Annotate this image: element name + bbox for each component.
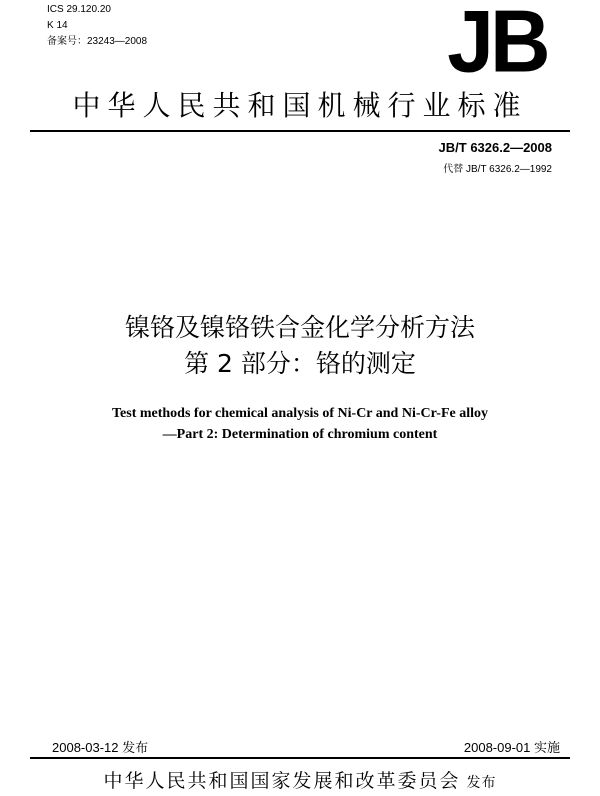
standard-code: JB/T 6326.2—2008 — [438, 140, 552, 155]
title-english-line-1: Test methods for chemical analysis of Ni-Cr and Ni-Cr-Fe alloy — [111, 406, 489, 421]
top-divider — [30, 130, 570, 132]
title-chinese-line-1: 镍铬及镍铬铁合金化学分析方法 — [124, 313, 475, 342]
replaces-standard: 代替 JB/T 6326.2—1992 — [443, 164, 552, 175]
classification-code: K 14 — [47, 20, 68, 31]
implementation-date: 2008-09-01 实施 — [463, 740, 560, 755]
jb-logo: JB — [447, 0, 547, 91]
issue-date: 2008-03-12 发布 — [52, 740, 149, 755]
record-number: 备案号：23243—2008 — [47, 36, 148, 47]
publisher-name: 中华人民共和国国家发展和改革委员会 — [103, 770, 461, 792]
publisher-suffix: 发布 — [466, 775, 497, 791]
bottom-divider — [30, 757, 570, 759]
publisher — [0, 768, 600, 796]
title-chinese-line-2: 第 2 部分：铬的测定 — [184, 349, 416, 378]
title-english-line-2: —Part 2: Determination of chromium content — [162, 427, 438, 442]
standard-name: 中华人民共和国机械行业标准 — [72, 89, 528, 122]
ics-code: ICS 29.120.20 — [47, 4, 111, 15]
